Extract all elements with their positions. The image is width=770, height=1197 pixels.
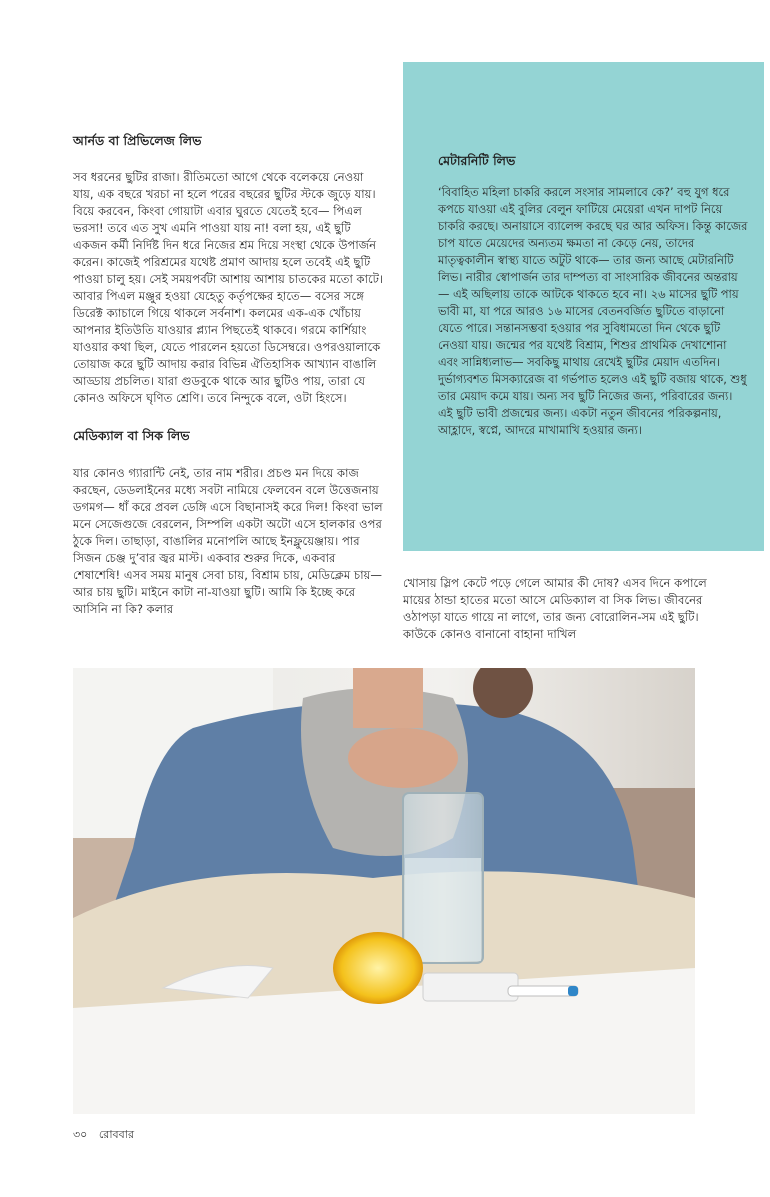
sick-leave-heading: মেডিক্যাল বা সিক লিভ xyxy=(73,428,190,443)
page-number: ৩০ xyxy=(73,1128,88,1141)
earned-leave-heading: আর্নড বা প্রিভিলেজ লিভ xyxy=(73,133,202,148)
sick-leave-continuation xyxy=(403,575,718,643)
left-article xyxy=(73,132,385,618)
photo-illustration xyxy=(73,668,695,1114)
maternity-leave-content xyxy=(438,152,748,439)
magazine-name: রোববার xyxy=(98,1128,135,1141)
earned-leave-body: সব ধরনের ছুটির রাজা। রীতিমতো আগে থেকে বলেকয়ে নেওয়া যায়, এক বছরে খরচা না হলে পরের বছরের ছুটির স্টকে জুড়ে যায়। বিয়ে করবেন, কিংবা গোয়াটা এবার ঘুরতে যেতেই হবে— পিএল ভরসা! তবে এত সুখ এমনি পাওয়া যায় না! বলা হয়, এই ছুটি একজন কর্মী নির্দিষ্ট দিন ধরে নিজের শ্রম দিয়ে সংস্থা থেকে উপার্জন করেন। কাজেই পরিশ্রমের যথেষ্ট প্রমাণ আদায় হলে তবেই এই ছুটি পাওয়া চালু হয়। সেই সময়পর্বটা আশায় আশায় চাতকের মতো কাটে। আবার পিএল মঞ্জুর হওয়া যেহেতু কর্তৃপক্ষের হাতে— বসের সঙ্গে ডিরেক্ট ক্যাচালে গিয়ে থাকলে সর্বনাশ। কলমের এক-এক খোঁচায় আপনার ইতিউতি যাওয়ার প্ল্যান পিছতেই থাকবে। গরমে কার্শিয়াং যাওয়ার কথা ছিল, যেতে পারলেন হয়তো ডিসেম্বরে। ওপরওয়ালাকে তোয়াজ করে ছুটি আদায় করার বিভিন্ন ঐতিহাসিক আখ্যান বাঙালি আড্ডায় প্রচলিত। যারা গুডবুকে থাকে আর ছুটিও পায়, তারা যে কোনও অফিসে ঘৃণিত শ্রেণি। তবে নিন্দুকে বলে, ওটা হিংসে। xyxy=(73,170,384,405)
sick-woman-photo xyxy=(73,668,695,1114)
continuation-text: খোসায় স্লিপ কেটে পড়ে গেলে আমার কী দোষ? এসব দিনে কপালে মায়ের ঠান্ডা হাতের মতো আসে মেডিক্যাল বা সিক লিভ। জীবনের ওঠাপড়া যাতে গায়ে না লাগে, তার জন্য বোরোলিন-সম এই ছুটি। কাউকে কোনও বানানো বাহানা দাখিল xyxy=(403,576,707,641)
sick-leave-body: যার কোনও গ্যারান্টি নেই, তার নাম শরীর। প্রচণ্ড মন দিয়ে কাজ করছেন, ডেডলাইনের মধ্যে সবটা নামিয়ে ফেলবেন বলে উত্তেজনায় ডগমগ— ধাঁ করে প্রবল ডেঙ্গি এসে বিছানাসই করে দিল! কিংবা ভাল মনে সেজেগুজে বেরলেন, সিম্পলি একটা অটো এসে হালকার ওপর ঠুকে দিল। তাছাড়া, বাঙালির মনোপলি আছে ইনফ্লুয়েঞ্জায়। পার সিজন চেঞ্জ দু’বার জ্বর মাস্ট। একবার শুরুর দিকে, একবার শেষাশেষি! এসব সময় মানুষ সেবা চায়, বিশ্রাম চায়, মেডিক্লেম চায়— আর চায় ছুটি। মাইনে কাটা না-যাওয়া ছুটি। আমি কি ইচ্ছে করে আসিনি না কি? কলার xyxy=(73,466,383,616)
maternity-leave-box xyxy=(403,62,764,551)
maternity-leave-body: ‘বিবাহিত মহিলা চাকরি করলে সংসার সামলাবে কে?’ বহু যুগ ধরে কপচে যাওয়া এই বুলির বেলুন ফাটিয়ে মেয়েরা এখন দাপট নিয়ে চাকরি করছে। অনায়াসে ব্যালেন্স করছে ঘর আর অফিস। কিন্তু কাজের চাপ যাতে মেয়েদের অন্যতম ক্ষমতা না কেড়ে নেয়, তাদের মাতৃত্বকালীন স্বাস্থ্য যাতে অটুট থাকে— তার জন্য আছে মেটারনিটি লিভ। নারীর স্বোপার্জন তার দাম্পত্য বা সাংসারিক জীবনের অন্তরায়— এই অছিলায় তাকে আটকে থাকতে হবে না। ২৬ মাসের ছুটি পায় ভাবী মা, যা পরে আরও ১৬ মাসের বেতনবর্জিত ছুটিতে বাড়ানো যেতে পারে। সন্তানসম্ভবা হওয়ার পর সুবিধামতো দিন থেকে ছুটি নেওয়া যায়। জন্মের পর যথেষ্ট বিশ্রাম, শিশুর প্রাথমিক দেখাশোনা এবং সান্নিধ্যলাভ— সবকিছু মাথায় রেখেই ছুটির মেয়াদ এতদিন। দুর্ভাগ্যবশত মিসক্যারেজ বা গর্ভপাত হলেও এই ছুটি বজায় থাকে, শুধু তার মেয়াদ কমে যায়। অন্য সব ছুটি নিজের জন্য, পরিবারের জন্য। এই ছুটি ভাবী প্রজন্মের জন্য। একটা নতুন জীবনের পরিকল্পনায়, আহ্লাদে, স্বপ্নে, আদরে মাখামাখি হওয়ার জন্য। xyxy=(438,185,748,437)
page-footer xyxy=(73,1126,142,1145)
maternity-leave-heading: মেটারনিটি লিভ xyxy=(438,153,516,168)
